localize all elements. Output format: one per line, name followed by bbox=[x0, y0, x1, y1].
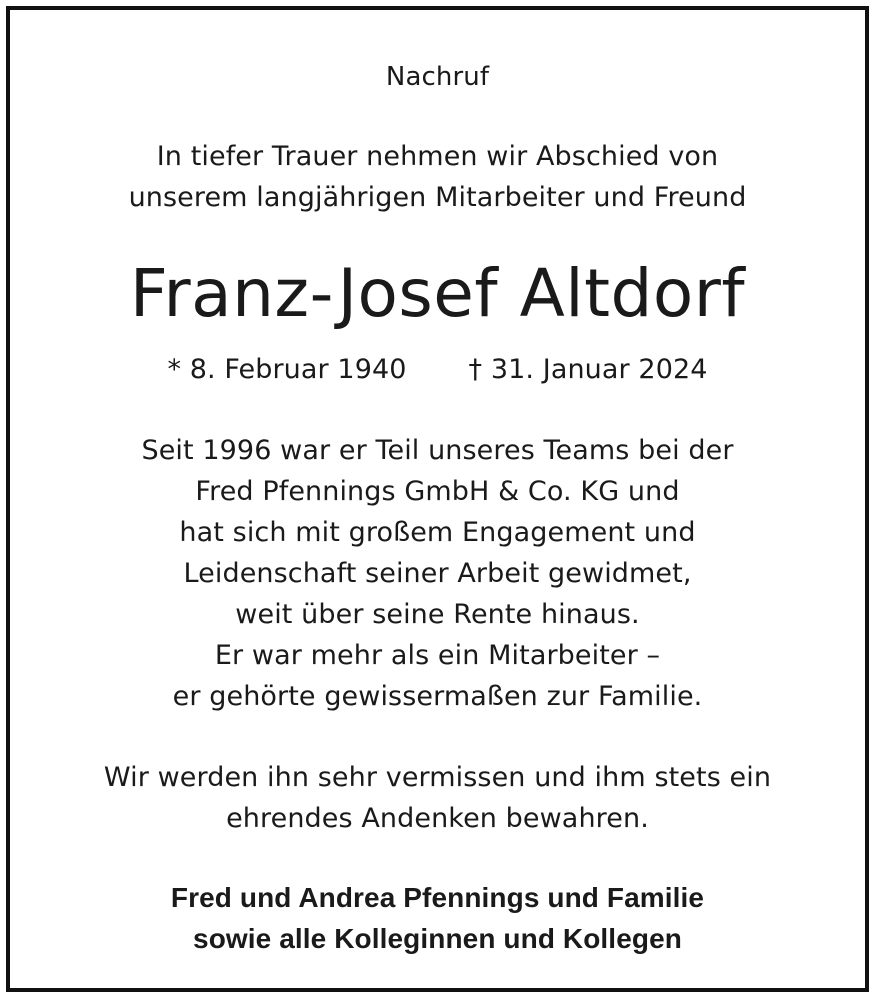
birth-date: * 8. Februar 1940 bbox=[167, 354, 407, 385]
body-line-1: Seit 1996 war er Teil unseres Teams bei der bbox=[141, 435, 734, 466]
body-line-7: er gehörte gewissermaßen zur Familie. bbox=[172, 681, 703, 712]
obituary-frame bbox=[6, 6, 869, 992]
body-line-6: Er war mehr als ein Mitarbeiter – bbox=[214, 640, 661, 671]
death-date: † 31. Januar 2024 bbox=[468, 354, 708, 385]
body-line-3: hat sich mit großem Engagement und bbox=[179, 517, 696, 548]
deceased-name: Franz-Josef Altdorf bbox=[129, 255, 746, 332]
closing-line-1: Wir werden ihn sehr vermissen und ihm stets ein bbox=[103, 762, 772, 793]
closing-line-2: ehrendes Andenken bewahren. bbox=[226, 803, 649, 834]
body-line-4: Leidenschaft seiner Arbeit gewidmet, bbox=[183, 558, 692, 589]
body-line-2: Fred Pfennings GmbH & Co. KG und bbox=[195, 476, 680, 507]
intro-line-2: unserem langjährigen Mitarbeiter und Freund bbox=[128, 182, 747, 213]
intro-line-1: In tiefer Trauer nehmen wir Abschied von bbox=[156, 141, 719, 172]
life-dates bbox=[10, 354, 865, 385]
signature-line-2: sowie alle Kolleginnen und Kollegen bbox=[193, 923, 682, 954]
body-line-5: weit über seine Rente hinaus. bbox=[235, 599, 640, 630]
obituary-heading: Nachruf bbox=[385, 62, 490, 92]
signature-line-1: Fred und Andrea Pfennings und Familie bbox=[170, 882, 705, 913]
